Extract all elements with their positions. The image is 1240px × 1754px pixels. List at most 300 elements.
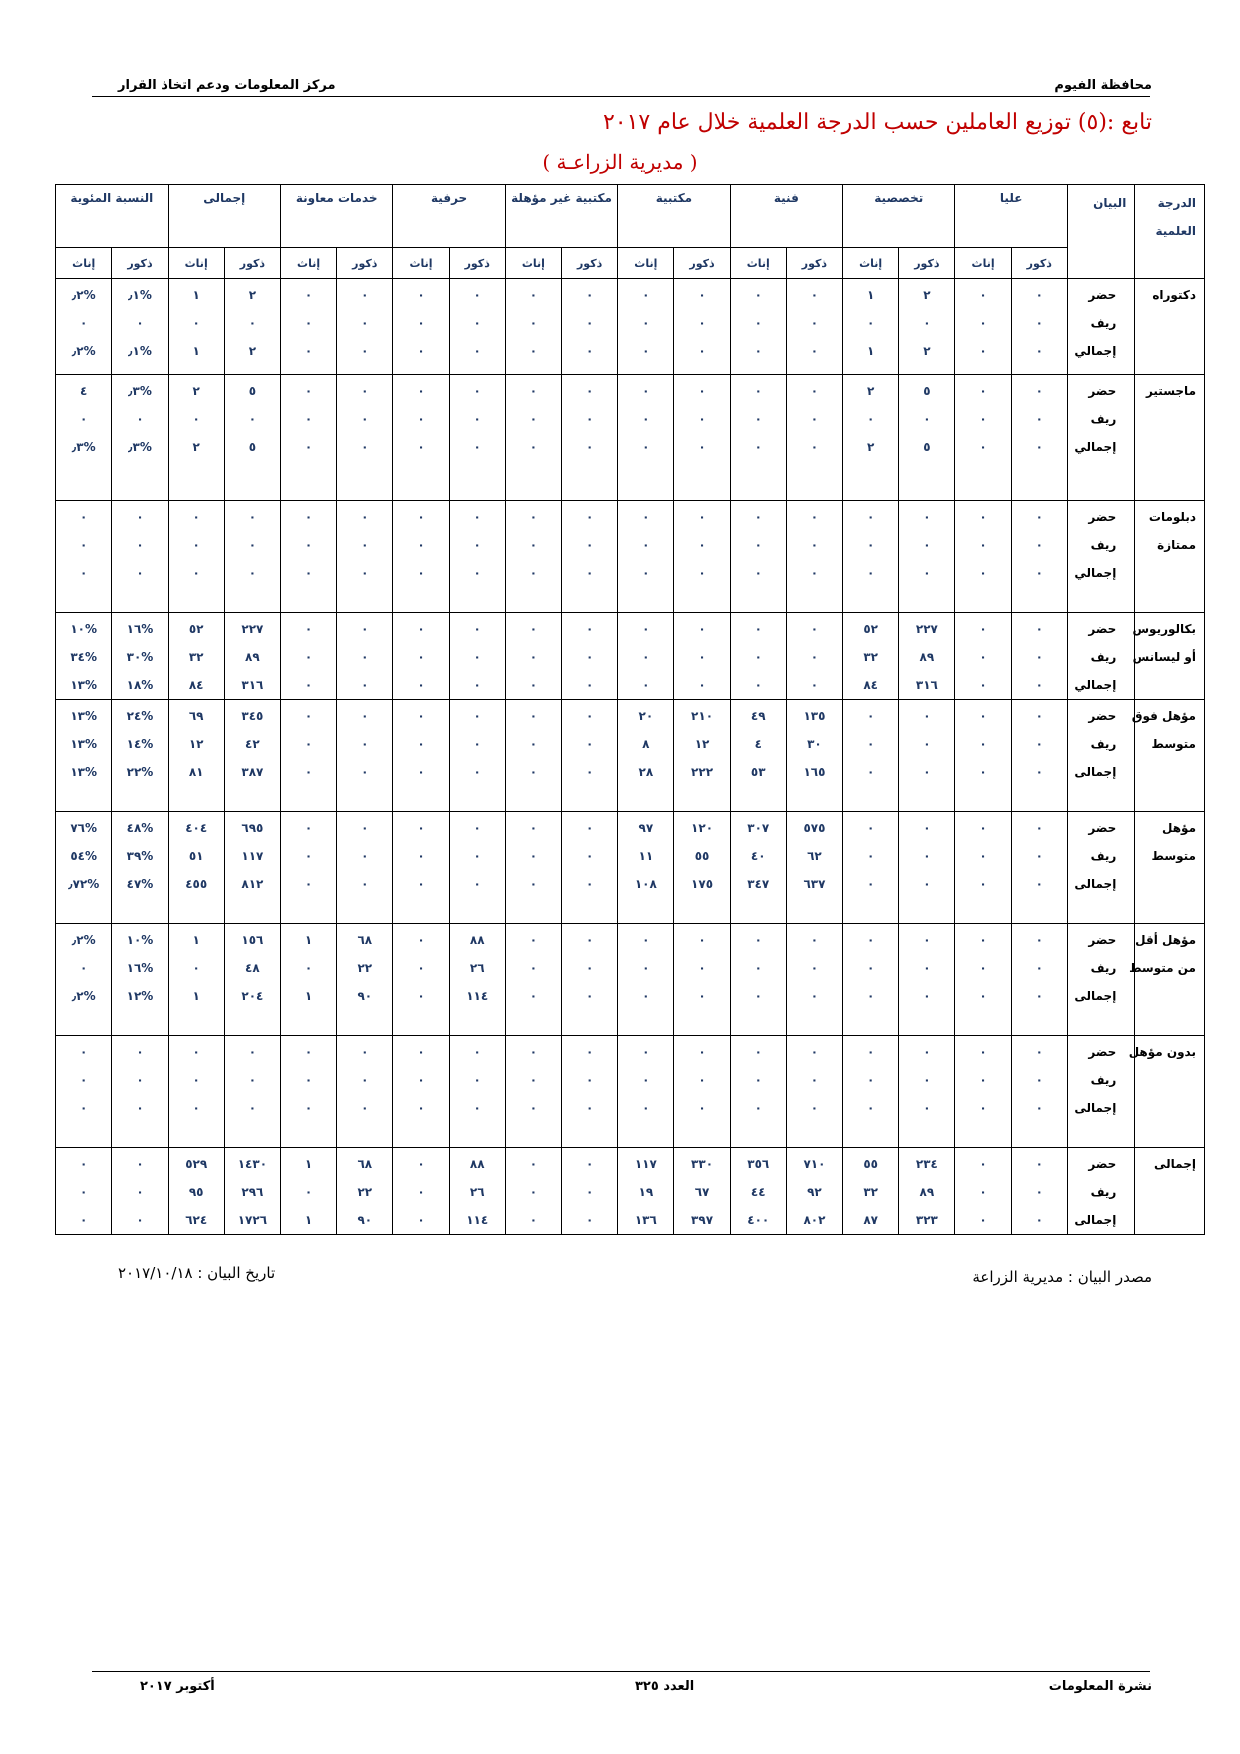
value: ١٥٦ [241, 933, 264, 947]
value: ٨٩ [919, 650, 935, 664]
value: ٠ [1035, 989, 1043, 1003]
value-cell [505, 700, 561, 812]
value-cell [505, 613, 561, 700]
value-cell [505, 279, 561, 375]
value: ١ [192, 288, 200, 302]
value: ٢٣٤ [915, 1157, 938, 1171]
value: ٠ [810, 344, 819, 358]
value: ٠ [192, 1101, 200, 1115]
group-header: إجمالى [168, 185, 280, 248]
value-cell [337, 501, 393, 613]
value: ٠ [698, 1101, 706, 1115]
value: ٠ [698, 622, 706, 636]
value: ٠ [642, 1045, 650, 1059]
value: ٠ [80, 316, 88, 330]
value: ٠ [473, 316, 481, 330]
value-cell [280, 700, 336, 812]
group-header: حرفية [393, 185, 505, 248]
value: ٠ [529, 510, 538, 524]
value: ٠ [585, 650, 594, 664]
value-cell [168, 501, 224, 613]
value: ٠ [417, 678, 425, 692]
value: ٠ [810, 622, 819, 636]
value-cell [955, 812, 1011, 924]
value: ٠ [923, 709, 931, 723]
value: ٢٢٧ [915, 622, 938, 636]
value: ٠ [1035, 821, 1043, 835]
value: ٠ [473, 849, 481, 863]
value-cell [843, 375, 899, 501]
value-cell [786, 1148, 842, 1235]
value: ٠ [1035, 650, 1043, 664]
value-cell [674, 1036, 730, 1148]
value: ٠ [923, 1045, 931, 1059]
degree-label-line: متوسط [1151, 849, 1196, 863]
value: ٠ [642, 678, 650, 692]
value-cell [899, 924, 955, 1036]
value: ٣٤٧ [747, 877, 770, 891]
value: ٠ [585, 765, 594, 779]
value-cell [786, 279, 842, 375]
value: ٠ [361, 877, 369, 891]
male-subheader: ذكور [112, 248, 168, 279]
value: ٠ [979, 650, 987, 664]
value-cell [955, 924, 1011, 1036]
degree-label-line: بدون مؤهل [1128, 1045, 1196, 1059]
value: ٠ [417, 989, 425, 1003]
value: ٠ [417, 1045, 425, 1059]
value: ٠ [754, 344, 762, 358]
value: ٢ [923, 344, 931, 358]
area-type: ريف [1090, 316, 1117, 330]
value: ٣٥٦ [747, 1157, 770, 1171]
value: ٠ [361, 709, 369, 723]
value: ٤٠٠ [747, 1213, 770, 1227]
value: ٠ [866, 821, 875, 835]
degree-label [1135, 501, 1205, 613]
value: %٫٣ [128, 440, 152, 454]
value: ٠ [923, 538, 931, 552]
area-type: ريف [1090, 1185, 1117, 1199]
value: ٠ [473, 344, 481, 358]
value: ٠ [529, 678, 538, 692]
value: ٣١٦ [915, 678, 938, 692]
value: ٠ [529, 737, 538, 751]
value-cell [56, 501, 112, 613]
table-row [56, 1148, 1205, 1235]
area-type: حضر [1088, 821, 1117, 835]
value: ٠ [810, 538, 819, 552]
value: ٠ [473, 650, 481, 664]
value: ٩٠ [357, 989, 373, 1003]
degree-label [1132, 613, 1205, 700]
value: ٠ [473, 709, 481, 723]
value: ٠ [417, 849, 425, 863]
value: %٢٢ [126, 765, 154, 779]
value: ٩٢ [807, 1185, 822, 1199]
value-cell [393, 924, 449, 1036]
value: ٠ [529, 440, 538, 454]
value: ٠ [698, 933, 706, 947]
footer-bulletin: نشرة المعلومات [1048, 1679, 1152, 1694]
value: ٠ [473, 440, 481, 454]
value-cell [112, 279, 168, 375]
value: ٠ [136, 1157, 144, 1171]
value: ٠ [80, 1073, 88, 1087]
table-row [56, 501, 1205, 613]
value-cell [730, 375, 786, 501]
value: ٠ [866, 1045, 875, 1059]
value-cell [730, 613, 786, 700]
value-cell [786, 501, 842, 613]
value: ٠ [80, 510, 88, 524]
value: ٥٧٥ [803, 821, 826, 835]
value: ٨١ [188, 765, 204, 779]
value: ٠ [810, 288, 819, 302]
value-cell [1011, 1148, 1067, 1235]
value-cell [168, 1148, 224, 1235]
value: ٠ [136, 1213, 144, 1227]
value: ٢٢ [357, 1185, 373, 1199]
value: ٥٥ [863, 1157, 878, 1171]
value: %٫٢ [71, 933, 96, 947]
value: ٠ [361, 821, 369, 835]
value-cell [112, 924, 168, 1036]
value-cell [56, 613, 112, 700]
value-cell [168, 613, 224, 700]
value: ٧١٠ [803, 1157, 826, 1171]
male-subheader: ذكور [786, 248, 842, 279]
value: ٠ [529, 989, 538, 1003]
group-header: النسبة المئوية [56, 185, 169, 248]
value: ٣٢ [863, 650, 878, 664]
value: ٠ [473, 288, 481, 302]
value: ٠ [754, 316, 762, 330]
value: ٠ [866, 989, 875, 1003]
value: ٠ [642, 1073, 650, 1087]
value: ٠ [136, 412, 144, 426]
female-subheader: إناث [843, 248, 899, 279]
female-subheader: إناث [393, 248, 449, 279]
area-type-cell [1067, 501, 1134, 613]
value-cell [224, 375, 280, 501]
value: ٣٠٧ [747, 821, 770, 835]
value: ٠ [192, 566, 200, 580]
value: ٠ [754, 989, 762, 1003]
value: ٠ [698, 288, 706, 302]
value: ٠ [754, 1101, 762, 1115]
value-cell [449, 279, 505, 375]
value-cell [730, 279, 786, 375]
value: ٠ [361, 440, 369, 454]
value-cell [393, 700, 449, 812]
value-cell [449, 501, 505, 613]
value: ٠ [1035, 709, 1043, 723]
value-cell [562, 1148, 618, 1235]
value: ٠ [473, 412, 481, 426]
value: ٠ [248, 566, 257, 580]
degree-label [1135, 279, 1205, 375]
value: ٠ [866, 709, 875, 723]
value: ٠ [361, 1073, 369, 1087]
area-type-cell [1067, 812, 1134, 924]
value: ٠ [417, 1101, 425, 1115]
value-cell [224, 1148, 280, 1235]
value: ٠ [80, 1157, 88, 1171]
area-type: إجمالي [1074, 440, 1117, 454]
value: ٠ [585, 1073, 594, 1087]
value: ٠ [585, 566, 594, 580]
page-title: تابع :(٥) توزيع العاملين حسب الدرجة العلمية خلال عام ٢٠١٧ [602, 110, 1152, 135]
table-row [56, 700, 1205, 812]
value: ٠ [923, 737, 931, 751]
value: ٠ [417, 538, 425, 552]
value: ٠ [473, 1073, 481, 1087]
value-cell [393, 1148, 449, 1235]
area-type: ريف [1090, 961, 1117, 975]
value: ٠ [417, 1157, 425, 1171]
value: ٢ [866, 440, 875, 454]
value-cell [112, 1036, 168, 1148]
value: ٠ [1035, 384, 1043, 398]
table-row [56, 375, 1205, 501]
value: ٠ [585, 384, 594, 398]
value: ٠ [810, 566, 819, 580]
value: ٠ [361, 678, 369, 692]
value-cell [955, 501, 1011, 613]
value: ٠ [698, 650, 706, 664]
value-cell [280, 375, 336, 501]
value-cell [618, 613, 674, 700]
value: ٠ [1035, 961, 1043, 975]
area-type: ريف [1090, 1073, 1117, 1087]
value: ٠ [866, 566, 875, 580]
value-cell [56, 375, 112, 501]
value: %٫١ [128, 288, 152, 302]
male-subheader: ذكور [224, 248, 280, 279]
value: %٤٧ [126, 877, 154, 891]
value: ٠ [754, 440, 762, 454]
area-type: حضر [1088, 709, 1117, 723]
value: ٨٩ [919, 1185, 935, 1199]
value: ٠ [304, 344, 313, 358]
value-cell [955, 279, 1011, 375]
value-cell [393, 812, 449, 924]
statement-header: البيان [1067, 185, 1134, 279]
value: ٠ [417, 933, 425, 947]
value-cell [1011, 812, 1067, 924]
value: ٠ [923, 849, 931, 863]
value-cell [1011, 279, 1067, 375]
female-subheader: إناث [618, 248, 674, 279]
group-header: عليا [955, 185, 1067, 248]
value: ٠ [585, 1213, 594, 1227]
value: ٠ [979, 849, 987, 863]
value-cell [393, 501, 449, 613]
value: ٠ [979, 316, 987, 330]
header-rule [92, 96, 1150, 97]
value: ٠ [698, 989, 706, 1003]
employees-table [55, 184, 1205, 1235]
value-cell [337, 613, 393, 700]
value-cell [730, 501, 786, 613]
data-source: مصدر البيان : مديرية الزراعة [972, 1268, 1152, 1286]
value-cell [674, 1148, 730, 1235]
group-header: فنية [730, 185, 842, 248]
value-cell [280, 924, 336, 1036]
value: ٠ [698, 678, 706, 692]
female-subheader: إناث [56, 248, 112, 279]
value-cell [280, 279, 336, 375]
value-cell [786, 812, 842, 924]
value-cell [337, 924, 393, 1036]
value: ٠ [754, 538, 762, 552]
value: ٠ [698, 1073, 706, 1087]
value: ٠ [304, 1185, 313, 1199]
value: ٠ [304, 510, 313, 524]
value: ٠ [754, 384, 762, 398]
degree-label [1135, 1148, 1205, 1235]
value: ٠ [979, 288, 987, 302]
value: ٠ [979, 765, 987, 779]
value: ٠ [304, 316, 313, 330]
value-cell [505, 924, 561, 1036]
value: ٨ [642, 737, 650, 751]
value-cell [843, 279, 899, 375]
value-cell [224, 613, 280, 700]
value: ٠ [923, 821, 931, 835]
value: %٣٠ [126, 650, 154, 664]
value: ٠ [417, 1185, 425, 1199]
value: ٠ [642, 650, 650, 664]
value-cell [955, 700, 1011, 812]
value: ٠ [304, 1045, 313, 1059]
value: ٠ [1035, 1213, 1043, 1227]
value: ٠ [810, 1045, 819, 1059]
male-subheader: ذكور [337, 248, 393, 279]
value: ٠ [1035, 510, 1043, 524]
value-cell [843, 700, 899, 812]
value: ٠ [585, 1101, 594, 1115]
value: ٠ [979, 622, 987, 636]
value: ٠ [866, 412, 875, 426]
value: ٠ [866, 849, 875, 863]
value: ٠ [192, 1045, 200, 1059]
value: ٣٠ [807, 737, 822, 751]
value: ٠ [1035, 538, 1043, 552]
value: ٠ [80, 412, 88, 426]
value: ٠ [529, 1073, 538, 1087]
value-cell [449, 812, 505, 924]
male-subheader: ذكور [1011, 248, 1067, 279]
value-cell [730, 1148, 786, 1235]
value: %٫٢ [71, 344, 96, 358]
value-cell [955, 613, 1011, 700]
degree-label [1131, 700, 1205, 812]
value: ٠ [866, 737, 875, 751]
value: ٠ [698, 344, 706, 358]
value-cell [843, 613, 899, 700]
value: ٠ [866, 765, 875, 779]
value: ٠ [304, 622, 313, 636]
value: ٠ [698, 961, 706, 975]
value: ٠ [810, 384, 819, 398]
value: ٠ [698, 440, 706, 454]
value-cell [168, 1036, 224, 1148]
value-cell [56, 812, 112, 924]
value: ١٦٥ [803, 765, 826, 779]
value: ٠ [417, 412, 425, 426]
value: ٢٢ [357, 961, 373, 975]
value: ٠ [361, 538, 369, 552]
value: ٤٢ [245, 737, 260, 751]
value: ٠ [1035, 849, 1043, 863]
value: %١٦ [126, 961, 154, 975]
value: %١٠ [126, 933, 154, 947]
value: %٧٦ [70, 821, 98, 835]
value: ٠ [979, 1213, 987, 1227]
value-cell [899, 1148, 955, 1235]
female-subheader: إناث [505, 248, 561, 279]
value: ٠ [642, 566, 650, 580]
value-cell [393, 1036, 449, 1148]
value: ٠ [417, 709, 425, 723]
value: ٠ [810, 1073, 819, 1087]
value-cell [56, 700, 112, 812]
value-cell [505, 812, 561, 924]
value: ٠ [529, 1213, 538, 1227]
value: ٠ [923, 933, 931, 947]
value: ٣٢ [863, 1185, 878, 1199]
value-cell [224, 812, 280, 924]
degree-label-line: إجمالى [1154, 1157, 1196, 1171]
value-cell [618, 812, 674, 924]
value: ٠ [473, 737, 481, 751]
value-cell [562, 812, 618, 924]
area-type: إجمالى [1074, 877, 1117, 891]
value: ٠ [192, 538, 200, 552]
value-cell [562, 279, 618, 375]
value-cell [449, 1036, 505, 1148]
value: ٠ [136, 316, 144, 330]
value: ٠ [866, 510, 875, 524]
value: ١ [304, 989, 313, 1003]
value: ٣٢ [188, 650, 204, 664]
center-name: مركز المعلومات ودعم اتخاذ القرار [118, 78, 336, 93]
degree-label-line: ممتازة [1157, 538, 1196, 552]
value: ٠ [417, 566, 425, 580]
area-type: ريف [1090, 737, 1117, 751]
value-cell [168, 279, 224, 375]
value: ٠ [361, 316, 369, 330]
group-header: تخصصية [843, 185, 955, 248]
value: %٫٢ [71, 989, 96, 1003]
value: ٠ [1035, 1157, 1043, 1171]
value: ٠ [979, 1045, 987, 1059]
area-type: إجمالى [1074, 1213, 1117, 1227]
value: ٠ [866, 961, 875, 975]
value: ١ [192, 989, 200, 1003]
value: ٠ [979, 709, 987, 723]
table-row [56, 613, 1205, 700]
value: ٠ [810, 1101, 819, 1115]
value: %١٢ [126, 989, 154, 1003]
value: ٠ [136, 1045, 144, 1059]
value: ١٢ [188, 737, 204, 751]
value-cell [112, 812, 168, 924]
value: ٠ [642, 412, 650, 426]
value-cell [280, 812, 336, 924]
